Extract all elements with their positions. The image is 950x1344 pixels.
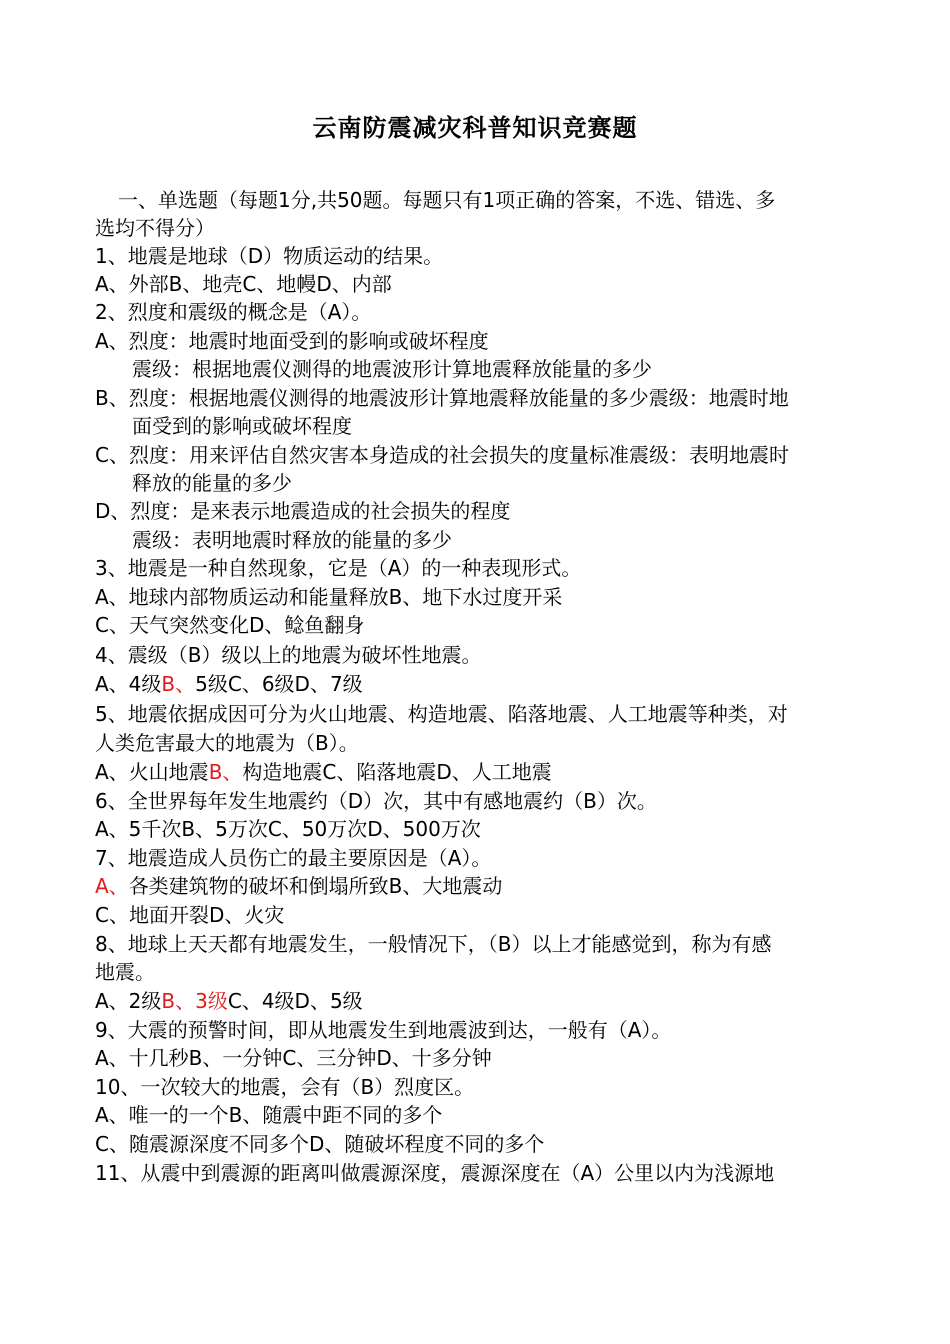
highlighted-option: B、3级 bbox=[161, 989, 228, 1013]
highlighted-option: A、 bbox=[95, 874, 129, 898]
question-3: 3、地震是一种自然现象，它是（A）的一种表现形式。 bbox=[95, 556, 582, 580]
question-7: 7、地震造成人员伤亡的最主要原因是（A）。 bbox=[95, 846, 492, 870]
option-text: A、2级 bbox=[95, 989, 162, 1013]
options-10a: A、唯一的一个B、随震中距不同的多个 bbox=[95, 1103, 443, 1127]
question-11: 11、从震中到震源的距离叫做震源深度，震源深度在（A）公里以内为浅源地 bbox=[95, 1161, 775, 1185]
options-8 bbox=[95, 987, 363, 1015]
option-text: 5级C、6级D、7级 bbox=[195, 672, 363, 696]
option-2c: C、烈度：用来评估自然灾害本身造成的社会损失的度量标准震级：表明地震时 bbox=[95, 443, 789, 467]
question-10: 10、一次较大的地震，会有（B）烈度区。 bbox=[95, 1075, 475, 1099]
options-1: A、外部B、地壳C、地幔D、内部 bbox=[95, 272, 392, 296]
question-4: 4、震级（B）级以上的地震为破坏性地震。 bbox=[95, 643, 482, 667]
section-heading-cont: 选均不得分） bbox=[95, 216, 215, 240]
option-text: A、火山地震 bbox=[95, 760, 209, 784]
option-text: C、4级D、5级 bbox=[227, 989, 363, 1013]
option-2a: A、烈度：地震时地面受到的影响或破坏程度 bbox=[95, 329, 489, 353]
question-1: 1、地震是地球（D）物质运动的结果。 bbox=[95, 244, 444, 268]
option-text: A、4级 bbox=[95, 672, 162, 696]
option-2b: B、烈度：根据地震仪测得的地震波形计算地震释放能量的多少震级：地震时地 bbox=[95, 386, 789, 410]
question-5: 5、地震依据成因可分为火山地震、构造地震、陷落地震、人工地震等种类，对 bbox=[95, 702, 788, 726]
options-4 bbox=[95, 670, 363, 698]
options-3a: A、地球内部物质运动和能量释放B、地下水过度开采 bbox=[95, 585, 563, 609]
question-8-cont: 地震。 bbox=[95, 960, 155, 984]
options-5 bbox=[95, 758, 552, 786]
question-8: 8、地球上天天都有地震发生，一般情况下，（B）以上才能感觉到，称为有感 bbox=[95, 932, 772, 956]
options-9: A、十几秒B、一分钟C、三分钟D、十多分钟 bbox=[95, 1046, 492, 1070]
option-2c-cont: 释放的能量的多少 bbox=[132, 471, 292, 495]
option-text: 构造地震C、陷落地震D、人工地震 bbox=[242, 760, 552, 784]
question-9: 9、大震的预警时间，即从地震发生到地震波到达，一般有（A）。 bbox=[95, 1018, 672, 1042]
option-2b-cont: 面受到的影响或破坏程度 bbox=[132, 414, 352, 438]
question-6: 6、全世界每年发生地震约（D）次，其中有感地震约（B）次。 bbox=[95, 789, 657, 813]
option-2a-cont: 震级：根据地震仪测得的地震波形计算地震释放能量的多少 bbox=[132, 357, 652, 381]
options-10b: C、随震源深度不同多个D、随破坏程度不同的多个 bbox=[95, 1132, 545, 1156]
option-text: 各类建筑物的破坏和倒塌所致B、大地震动 bbox=[128, 874, 503, 898]
options-6: A、5千次B、5万次C、50万次D、500万次 bbox=[95, 817, 481, 841]
options-3b: C、天气突然变化D、鲶鱼翻身 bbox=[95, 613, 365, 637]
options-7b: C、地面开裂D、火灾 bbox=[95, 903, 285, 927]
options-7a bbox=[95, 872, 502, 900]
section-heading: 一、单选题（每题1分,共50题。每题只有1项正确的答案，不选、错选、多 bbox=[118, 188, 776, 212]
highlighted-option: B、 bbox=[208, 760, 243, 784]
highlighted-option: B、 bbox=[161, 672, 196, 696]
question-2: 2、烈度和震级的概念是（A）。 bbox=[95, 300, 372, 324]
page-title: 云南防震减灾科普知识竞赛题 bbox=[312, 114, 638, 142]
option-2d: D、烈度：是来表示地震造成的社会损失的程度 bbox=[95, 499, 511, 523]
option-2d-cont: 震级：表明地震时释放的能量的多少 bbox=[132, 528, 452, 552]
question-5-cont: 人类危害最大的地震为（B）。 bbox=[95, 731, 359, 755]
